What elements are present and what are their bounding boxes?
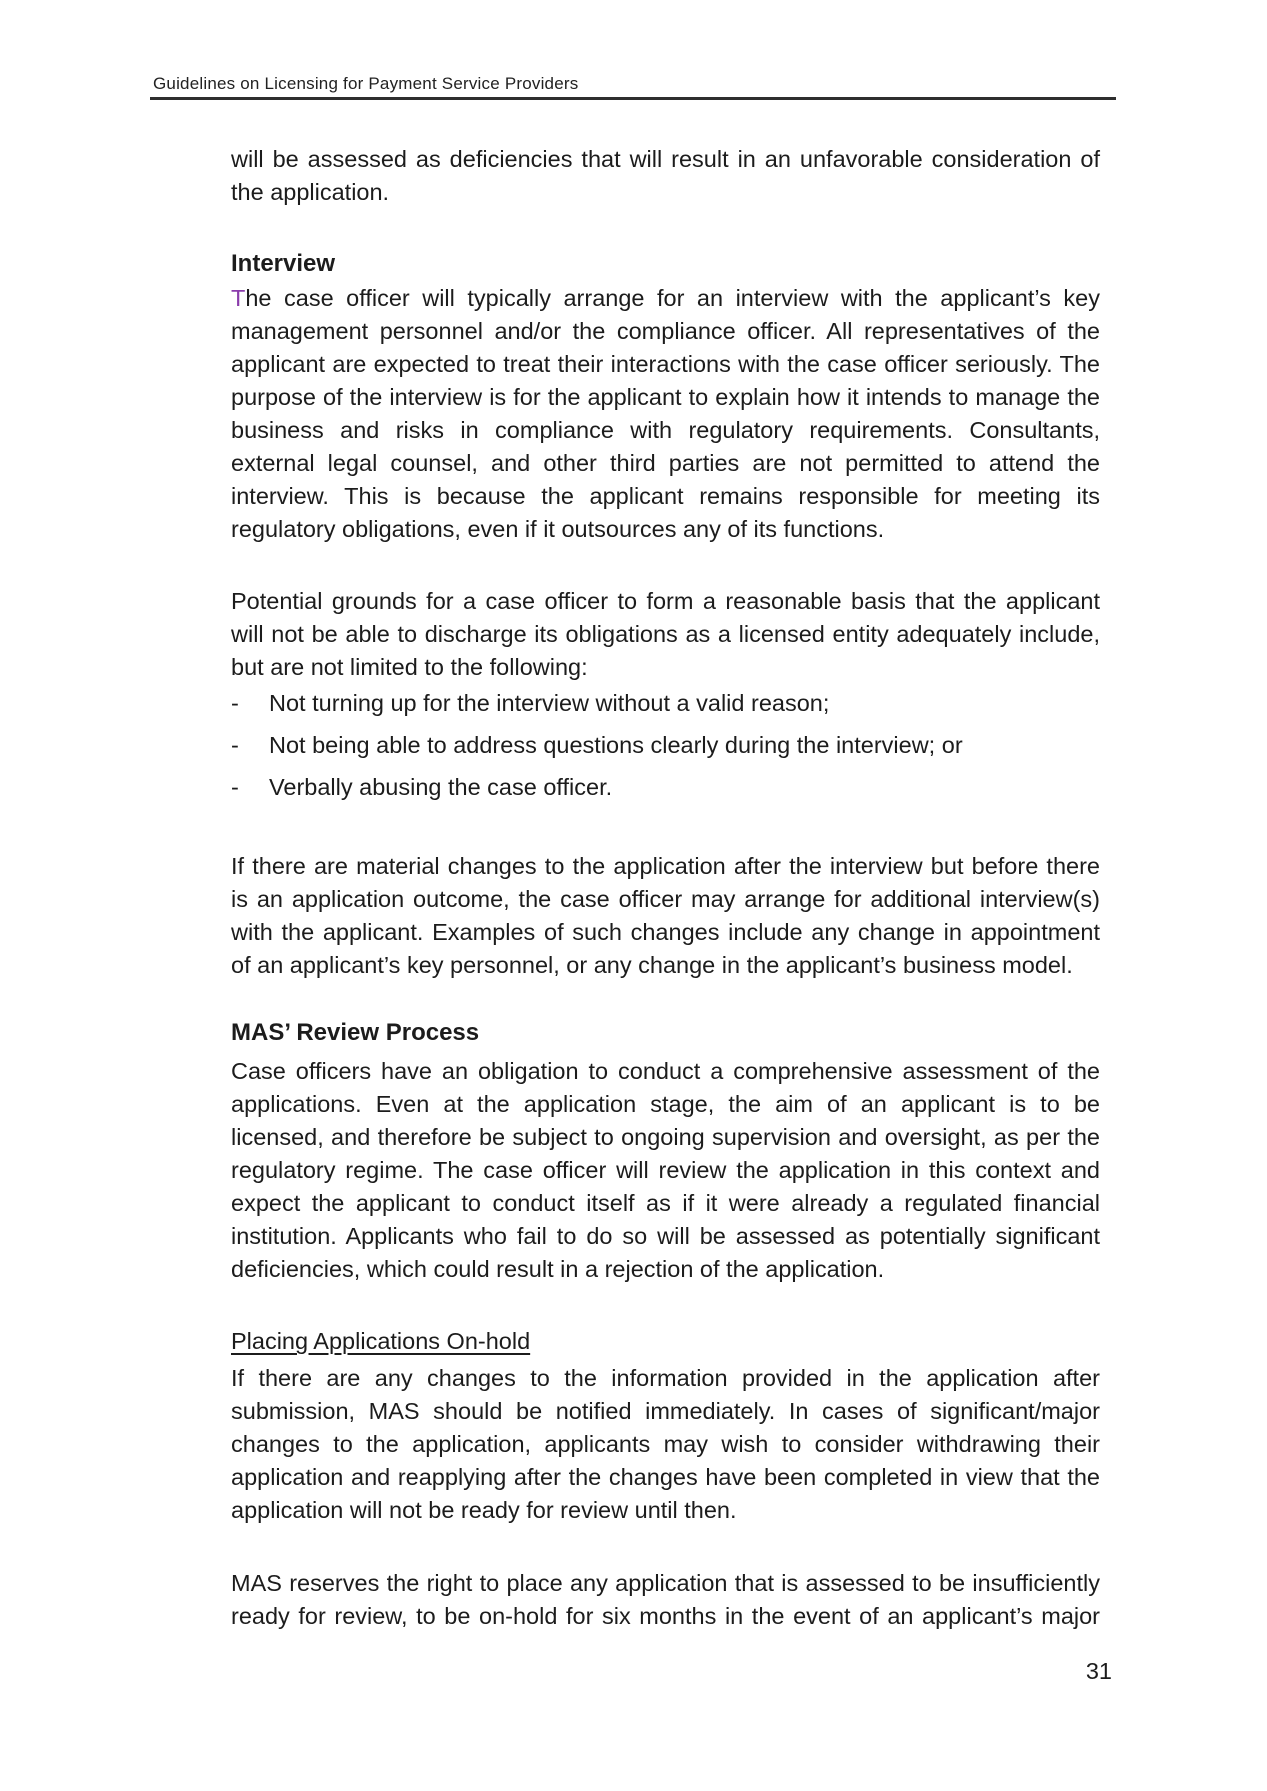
bullet-item-1 (231, 687, 1100, 720)
page-number: 31 (1085, 1658, 1112, 1684)
on-hold-paragraph-1: If there are any changes to the information provided in the application after submission, MAS should be notified immediately. In cases of significant/major changes to the application, applicants may wish to consider withdrawing their application and reapplying after the changes have been completed in view that the application will not be ready for review until then. (231, 1365, 1100, 1523)
intro-paragraph: will be assessed as deficiencies that will result in an unfavorable consideration of the application. (231, 146, 1100, 205)
review-process-heading: MAS’ Review Process (231, 1019, 480, 1046)
header-rule (150, 97, 1116, 100)
grounds-paragraph: Potential grounds for a case officer to form a reasonable basis that the applicant will not be able to discharge its obligations as a licensed entity adequately include, but are not limited to the following: (231, 588, 1100, 680)
bullet-item-2 (231, 729, 1100, 762)
on-hold-heading: Placing Applications On-hold (231, 1328, 531, 1354)
bullet-text: Not being able to address questions clearly during the interview; or (269, 732, 963, 758)
interview-heading: Interview (231, 250, 336, 277)
material-changes-paragraph: If there are material changes to the application after the interview but before there is an application outcome, the case officer may arrange for additional interview(s) with the applicant. Examples of such changes include any change in appointment of an applicant’s key personnel, or any change in the applicant’s business model. (231, 853, 1100, 978)
lead-character: T (231, 285, 246, 311)
on-hold-paragraph-2: MAS reserves the right to place any application that is assessed to be insufficiently ready for review, to be on-hold for six months in the event of an applicant’s major (231, 1570, 1100, 1629)
interview-paragraph-rest: he case officer will typically arrange for an interview with the applicant’s key management personnel and/or the compliance officer. All representatives of the applicant are expected to treat their interactions with the case officer seriously. The purpose of the interview is for the applicant to explain how it intends to manage the business and risks in compliance with regulatory requirements. Consultants, external legal counsel, and other third parties are not permitted to attend the interview. This is because the applicant remains responsible for meeting its regulatory obligations, even if it outsources any of its functions. (231, 285, 1100, 542)
running-header-title: Guidelines on Licensing for Payment Service Providers (153, 74, 579, 93)
interview-paragraph (231, 282, 1100, 546)
review-process-paragraph: Case officers have an obligation to conduct a comprehensive assessment of the applications. Even at the application stage, the aim of an applicant is to be licensed, and therefore be subject to ongoing supervision and oversight, as per the regulatory regime. The case officer will review the application in this context and expect the applicant to conduct itself as if it were already a regulated financial institution. Applicants who fail to do so will be assessed as potentially significant deficiencies, which could result in a rejection of the application. (231, 1058, 1100, 1282)
bullet-dash: - (231, 774, 239, 800)
bullet-text: Not turning up for the interview without a valid reason; (269, 690, 830, 716)
bullet-text: Verbally abusing the case officer. (269, 774, 613, 800)
bullet-dash: - (231, 732, 239, 758)
bullet-item-3 (231, 771, 1100, 804)
bullet-dash: - (231, 690, 239, 716)
